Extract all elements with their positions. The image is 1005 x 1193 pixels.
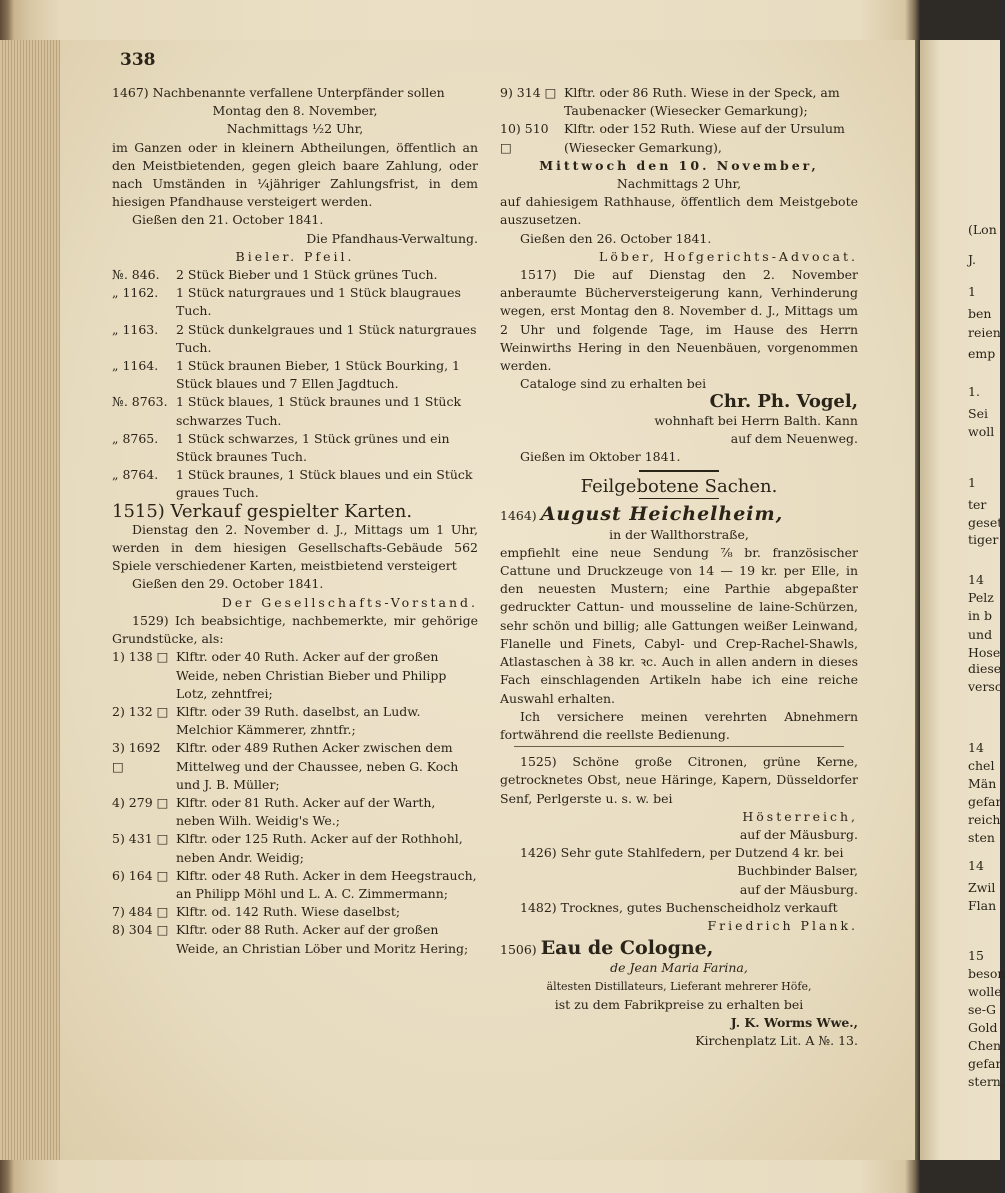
margin-fragment: Sei <box>968 406 988 421</box>
item-text: Klftr. oder 88 Ruth. Acker auf der großen Weide, an Christian Löber und Moritz Hering; <box>176 922 469 956</box>
item-number: 5) 431 □ <box>112 831 169 847</box>
ad-number: 1506) <box>500 942 537 958</box>
land-item <box>500 84 858 120</box>
item-number: „ 1164. <box>112 358 159 374</box>
pawn-item <box>112 321 478 357</box>
notice-paragraph: Friedrich Plank. <box>707 917 858 933</box>
item-number: 6) 164 □ <box>112 867 169 883</box>
item-number: „ 1162. <box>112 285 159 301</box>
margin-fragment: ben <box>968 306 992 321</box>
notice-paragraph: 1517) Die auf Dienstag den 2. November anberaumte Bücherversteigerung kann, Verhinderung wegen, erst Montag den 8. November d. J., Mittags um 2 Uhr und folgende Tage, im Hause des Herrn Weinwirths Hering in den Neuenbäuen, vorgenommen werden. <box>500 267 858 374</box>
notice-paragraph: 1515) Verkauf gespielter Karten. <box>112 500 413 522</box>
divider <box>639 470 719 472</box>
item-text: Klftr. oder 39 Ruth. daselbst, an Ludw. Melchior Kämmerer, zhntfr.; <box>176 703 421 738</box>
land-item <box>500 120 858 156</box>
notice-paragraph: Nachmittags 2 Uhr, <box>616 176 742 192</box>
item-text: Klftr. oder 40 Ruth. Acker auf der großen Weide, neben Christian Bieber und Philipp Lotz, zehntfrei; <box>176 649 447 701</box>
divider <box>514 746 844 747</box>
notice-paragraph: Hösterreich, <box>742 808 858 824</box>
margin-fragment: Chen <box>968 1038 1002 1053</box>
product-title: Eau de Cologne, <box>540 937 714 960</box>
land-item <box>112 903 478 921</box>
notice-paragraph: Gießen den 26. October 1841. <box>520 230 712 246</box>
notice-paragraph: Gießen im Oktober 1841. <box>520 449 681 465</box>
ad-number: 1464) <box>500 508 537 524</box>
item-text: 1 Stück braunes, 1 Stück blaues und ein Stück graues Tuch. <box>176 467 473 501</box>
section-title: Feilgebotene Sachen. <box>580 476 778 498</box>
item-number: „ 8764. <box>112 467 159 483</box>
margin-fragment: geset <box>968 515 1003 530</box>
item-number: №. 8763. <box>112 394 168 410</box>
item-text: 1 Stück naturgraues und 1 Stück blaugraues Tuch. <box>176 285 461 319</box>
margin-fragment: Män <box>968 776 997 791</box>
margin-fragment: sten <box>968 830 995 845</box>
seller: J. K. Worms Wwe., <box>730 1014 858 1030</box>
notice-paragraph: 1482) Trocknes, gutes Buchenscheidholz verkauft <box>520 899 838 915</box>
item-text: 2 Stück dunkelgraues und 1 Stück naturgraues Tuch. <box>176 321 477 355</box>
right-column <box>500 84 858 1050</box>
margin-fragment: ter <box>968 497 987 512</box>
ad-text: Ich versichere meinen verehrten Abnehmern fortwährend die reellste Bedienung. <box>500 708 858 742</box>
item-number: „ 1163. <box>112 321 159 337</box>
item-text: 1 Stück blaues, 1 Stück braunes und 1 Stück schwarzes Tuch. <box>176 394 462 428</box>
item-number: №. 846. <box>112 267 160 283</box>
margin-fragment: reien <box>968 325 1001 340</box>
margin-fragment: reich <box>968 812 1001 827</box>
margin-fragment: emp <box>968 346 996 361</box>
margin-fragment: Gold <box>968 1020 998 1035</box>
ad-text: empfiehlt eine neue Sendung ⅞ br. französischer Cattune und Druckzeuge von 14 — 19 kr. per Elle, in den neuesten Mustern; eine Parthie abgepaßter gedruckter Cattun- und mousseline de laine-Schürzen, sehr schön und billig; alle Gattungen weißer Leinwand, Flanelle und Finets, Cabyl- und Crep-Rachel-Shawls, Atlastaschen à 38 kr. ꝛc. Auch in allen andern in dieses Fach einschlagenden Artikeln habe ich eine reiche Auswahl erhalten. <box>500 544 858 706</box>
notice-paragraph: im Ganzen oder in kleinern Abtheilungen, öffentlich an den Meistbietenden, gegen gleich baare Zahlung, oder nach Umständen in ¼jähriger Zahlungsfrist, in dem hiesigen Pfandhause versteigert werden. <box>112 139 478 210</box>
item-number: 4) 279 □ <box>112 794 169 810</box>
margin-fragment: se-G <box>968 1002 997 1017</box>
maker-note: ältesten Distillateurs, Lieferant mehrerer Höfe, <box>546 979 812 993</box>
item-number: 8) 304 □ <box>112 922 169 938</box>
item-text: 1 Stück schwarzes, 1 Stück grünes und ein Stück braunes Tuch. <box>176 430 450 465</box>
notice-paragraph: Chr. Ph. Vogel, <box>709 391 858 413</box>
margin-fragment: gefar <box>968 794 1002 809</box>
notice-paragraph: wohnhaft bei Herrn Balth. Kann <box>654 412 858 428</box>
item-text: Klftr. oder 489 Ruthen Acker zwischen dem Mittelweg und der Chaussee, neben G. Koch und J. B. Müller; <box>176 740 459 792</box>
margin-fragment: Zwil <box>968 880 996 895</box>
land-item <box>112 867 478 903</box>
margin-fragment: 14 <box>968 740 984 755</box>
ad-heichelheim <box>500 505 858 744</box>
pawn-item <box>112 357 478 393</box>
item-number: „ 8765. <box>112 430 159 446</box>
margin-fragment: wolle <box>968 984 1002 999</box>
margin-fragment: 1 <box>968 475 976 490</box>
margin-fragment: versc <box>968 679 1002 694</box>
margin-fragment: 15 <box>968 948 984 963</box>
notice-paragraph: 1525) Schöne große Citronen, grüne Kerne, getrocknetes Obst, neue Häringe, Kapern, Düsseldorfer Senf, Perlgerste u. s. w. bei <box>500 754 858 806</box>
margin-fragment: (Lon <box>968 222 997 237</box>
notice-paragraph: Löber, Hofgerichts-Advocat. <box>599 248 858 264</box>
maker: de Jean Maria Farina, <box>610 960 748 976</box>
item-number: 1) 138 □ <box>112 649 169 665</box>
margin-fragment: 1 <box>968 284 976 299</box>
notice-paragraph: 1426) Sehr gute Stahlfedern, per Dutzend 4 kr. bei <box>520 845 844 861</box>
item-text: Klftr. oder 86 Ruth. Wiese in der Speck, am Taubenacker (Wiesecker Gemarkung); <box>564 85 840 119</box>
left-column <box>112 84 478 958</box>
notice-paragraph: Gießen den 29. October 1841. <box>132 576 324 592</box>
notice-paragraph: Gießen den 21. October 1841. <box>132 212 324 228</box>
pawn-item <box>112 430 478 466</box>
land-item <box>112 921 478 957</box>
notice-paragraph: Die Pfandhaus-Verwaltung. <box>306 230 478 246</box>
margin-fragment: diese <box>968 661 1002 676</box>
merchant-address: in der Wallthorstraße, <box>609 526 749 542</box>
ad-text: ist zu dem Fabrikpreise zu erhalten bei <box>554 996 804 1012</box>
margin-fragment: und <box>968 627 993 642</box>
divider <box>639 498 719 499</box>
margin-fragment: Flan <box>968 898 997 913</box>
pawn-item <box>112 466 478 502</box>
item-text: 1 Stück braunen Bieber, 1 Stück Bourking, 1 Stück blaues und 7 Ellen Jagdtuch. <box>176 358 460 392</box>
notice-paragraph: auf dem Neuenweg. <box>730 430 858 446</box>
margin-fragment: beson <box>968 966 1005 981</box>
notice-paragraph: Dienstag den 2. November d. J., Mittags um 1 Uhr, werden in dem hiesigen Gesellschafts-Gebäude 562 Spiele verschiedener Karten, meistbietend versteigert <box>112 521 478 574</box>
land-item <box>112 794 478 830</box>
ad-eau-de-cologne <box>500 939 858 1050</box>
margin-fragment: gefar <box>968 1056 1002 1071</box>
page-edges <box>0 40 60 1160</box>
margin-fragment: tiger <box>968 532 999 547</box>
land-item <box>112 648 478 703</box>
item-number: 9) 314 □ <box>500 85 557 100</box>
item-number: 7) 484 □ <box>112 904 169 920</box>
item-number: 3) 1692 □ <box>112 740 161 774</box>
pawn-item <box>112 284 478 320</box>
notice-paragraph: 1467) Nachbenannte verfallene Unterpfänder sollen <box>112 85 445 100</box>
notice-paragraph: 1529) Ich beabsichtige, nachbemerkte, mir gehörige Grundstücke, als: <box>112 612 478 647</box>
margin-fragment: in b <box>968 608 993 623</box>
notice-paragraph: Buchbinder Balser, <box>737 863 858 879</box>
notice-paragraph: auf der Mäusburg. <box>739 826 858 842</box>
notice-paragraph: auf der Mäusburg. <box>739 881 858 897</box>
notice-paragraph: Montag den 8. November, <box>212 103 378 119</box>
item-number: 2) 132 □ <box>112 703 169 719</box>
margin-fragment: 14 <box>968 572 984 587</box>
land-item <box>112 830 478 866</box>
item-text: 2 Stück Bieber und 1 Stück grünes Tuch. <box>176 267 438 283</box>
notice-paragraph: Bieler. Pfeil. <box>235 248 355 264</box>
notice-paragraph: auf dahiesigem Rathhause, öffentlich dem Meistgebote auszusetzen. <box>500 194 858 228</box>
margin-fragment: Pelz <box>968 590 994 605</box>
notice-paragraph: Nachmittags ½2 Uhr, <box>226 121 364 137</box>
page-number: 338 <box>120 50 156 70</box>
notice-paragraph: Mittwoch den 10. November, <box>539 157 819 173</box>
notice-paragraph: Cataloge sind zu erhalten bei <box>520 376 707 392</box>
item-text: Klftr. oder 125 Ruth. Acker auf der Rothhohl, neben Andr. Weidig; <box>176 831 463 865</box>
notice-paragraph: Der Gesellschafts-Vorstand. <box>221 594 478 610</box>
margin-fragment: Hose <box>968 645 1001 660</box>
margin-fragment: stern, <box>968 1074 1005 1089</box>
item-text: Klftr. oder 81 Ruth. Acker auf der Warth, neben Wilh. Weidig's We.; <box>176 794 436 829</box>
pawn-item <box>112 393 478 429</box>
item-text: Klftr. oder 152 Ruth. Wiese auf der Ursulum (Wiesecker Gemarkung), <box>564 121 845 155</box>
margin-fragment: J. <box>968 252 977 267</box>
margin-fragment: chel <box>968 758 995 773</box>
margin-fragment: 14 <box>968 858 984 873</box>
merchant-name: August Heichelheim, <box>540 503 784 526</box>
item-text: Klftr. od. 142 Ruth. Wiese daselbst; <box>176 904 401 920</box>
item-text: Klftr. oder 48 Ruth. Acker in dem Heegstrauch, an Philipp Möhl und L. A. C. Zimmermann; <box>176 867 477 901</box>
land-item <box>112 703 478 739</box>
item-number: 10) 510 □ <box>500 121 549 155</box>
seller-address: Kirchenplatz Lit. A №. 13. <box>695 1033 858 1049</box>
pawn-item <box>112 266 478 284</box>
margin-fragment: 1. <box>968 384 980 399</box>
land-item <box>112 739 478 794</box>
margin-fragment: woll <box>968 424 995 439</box>
